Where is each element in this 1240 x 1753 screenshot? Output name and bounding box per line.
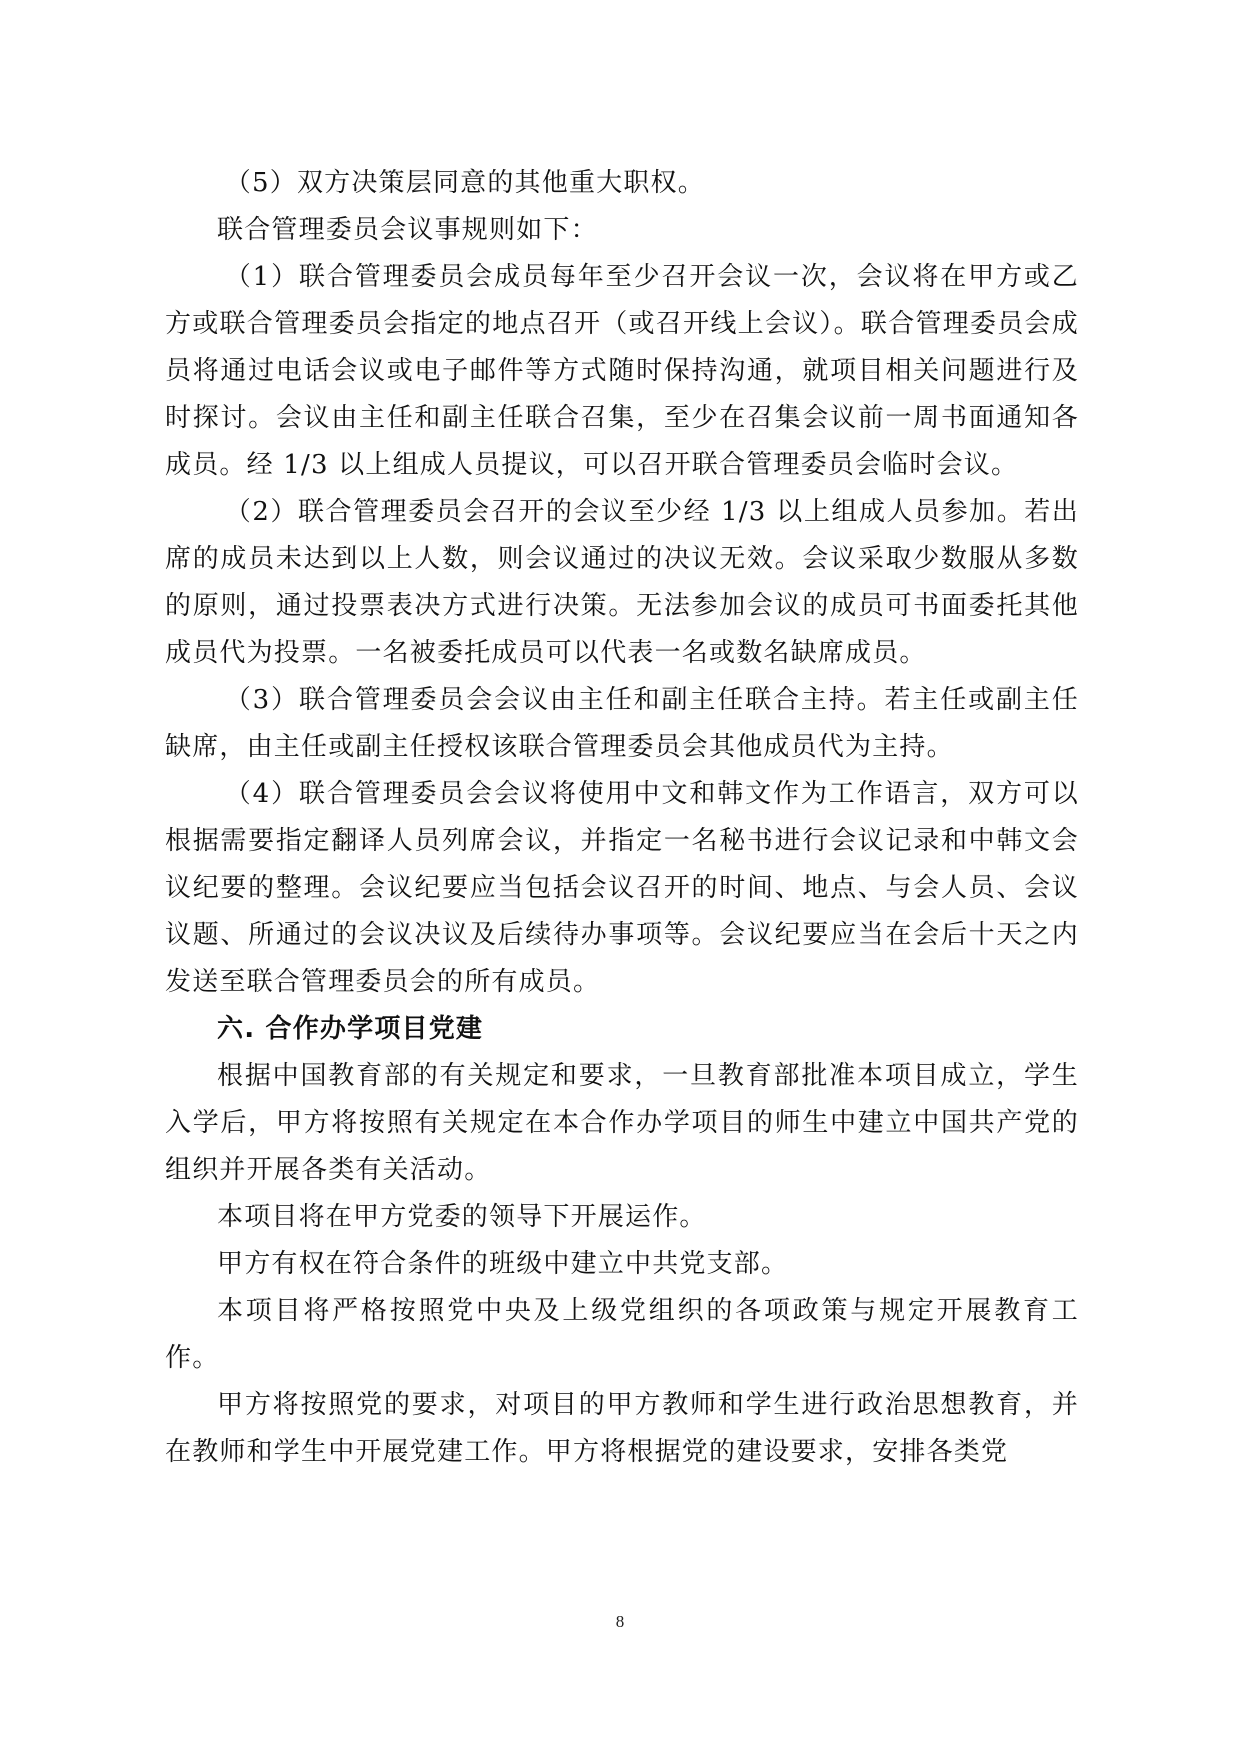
paragraph-rule-3: （3）联合管理委员会会议由主任和副主任联合主持。若主任或副主任缺席，由主任或副主任授权该联合管理委员会其他成员代为主持。 xyxy=(165,685,1079,762)
paragraph-party-1: 根据中国教育部的有关规定和要求，一旦教育部批准本项目成立，学生入学后，甲方将按照有关规定在本合作办学项目的师生中建立中国共产党的组织并开展各类有关活动。 xyxy=(165,1061,1079,1185)
paragraph-party-3: 甲方有权在符合条件的班级中建立中共党支部。 xyxy=(217,1249,789,1279)
paragraph-rule-4: （4）联合管理委员会会议将使用中文和韩文作为工作语言，双方可以根据需要指定翻译人员列席会议，并指定一名秘书进行会议记录和中韩文会议纪要的整理。会议纪要应当包括会议召开的时间、地点、与会人员、会议议题、所通过的会议决议及后续待办事项等。会议纪要应当在会后十天之内发送至联合管理委员会的所有成员。 xyxy=(165,779,1079,997)
section-heading: 六. 合作办学项目党建 xyxy=(217,1014,484,1044)
paragraph-rule-1: （1）联合管理委员会成员每年至少召开会议一次，会议将在甲方或乙方或联合管理委员会指定的地点召开（或召开线上会议）。联合管理委员会成员将通过电话会议或电子邮件等方式随时保持沟通，就项目相关问题进行及时探讨。会议由主任和副主任联合召集，至少在召集会议前一周书面通知各成员。经 1/3 以上组成人员提议，可以召开联合管理委员会临时会议。 xyxy=(165,262,1079,480)
page-number: 8 xyxy=(615,1612,625,1631)
paragraph-rule-2: （2）联合管理委员会召开的会议至少经 1/3 以上组成人员参加。若出席的成员未达到以上人数，则会议通过的决议无效。会议采取少数服从多数的原则，通过投票表决方式进行决策。无法参加会议的成员可书面委托其他成员代为投票。一名被委托成员可以代表一名或数名缺席成员。 xyxy=(165,497,1079,668)
paragraph-party-2: 本项目将在甲方党委的领导下开展运作。 xyxy=(217,1202,707,1232)
paragraph-rules-intro: 联合管理委员会议事规则如下： xyxy=(217,215,598,245)
document-page xyxy=(165,160,1079,1476)
paragraph-party-5: 甲方将按照党的要求，对项目的甲方教师和学生进行政治思想教育，并在教师和学生中开展党建工作。甲方将根据党的建设要求，安排各类党 xyxy=(165,1390,1079,1467)
paragraph-party-4: 本项目将严格按照党中央及上级党组织的各项政策与规定开展教育工作。 xyxy=(165,1296,1079,1373)
paragraph-item-5: （5）双方决策层同意的其他重大职权。 xyxy=(224,168,705,198)
